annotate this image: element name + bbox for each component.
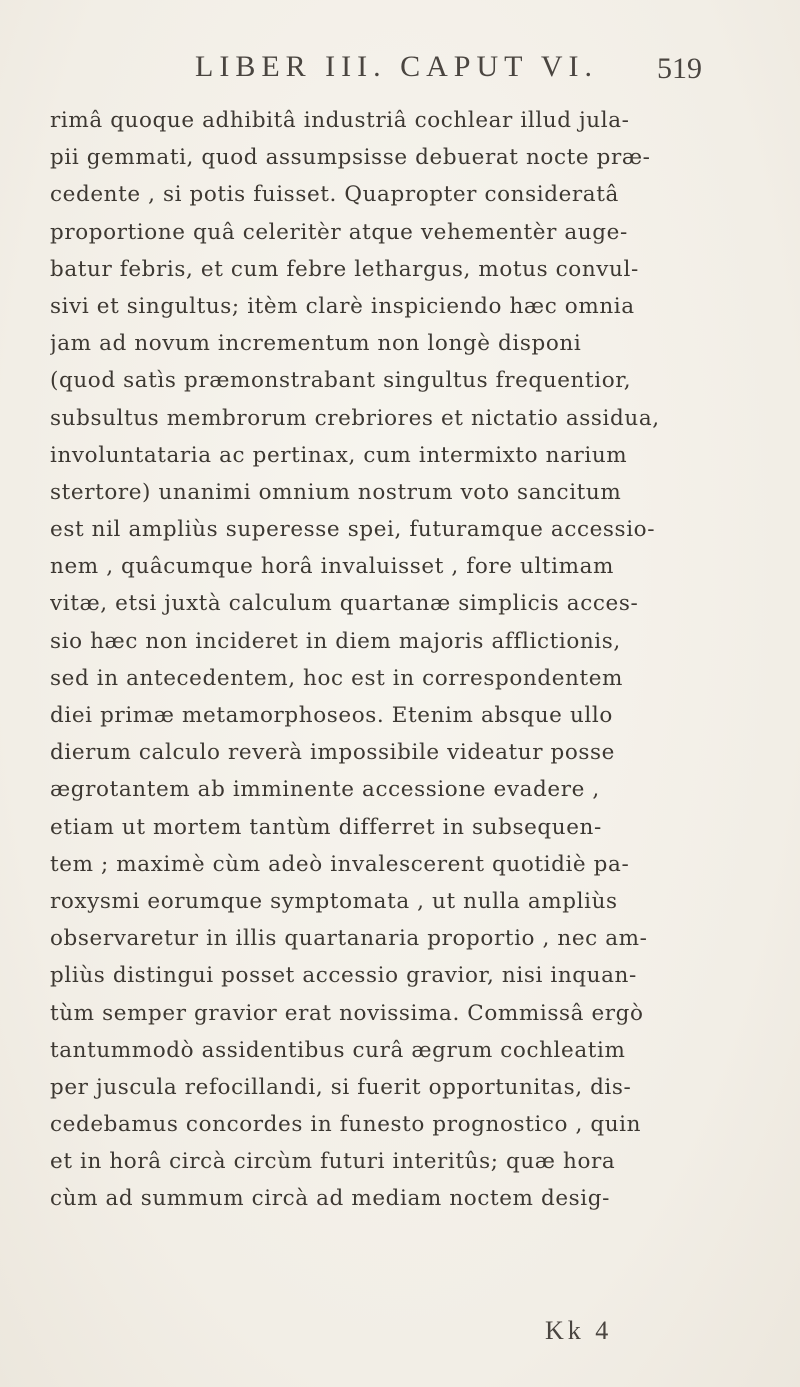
text-line: rimâ quoque adhibitâ industriâ cochlear illud jula-: [50, 108, 630, 133]
text-line: cedente , si potis fuisset. Quapropter consideratâ: [50, 182, 619, 208]
text-line: pliùs distingui posset accessio gravior, nisi inquan-: [50, 963, 637, 989]
text-line: subsultus membrorum crebriores et nictatio assidua,: [50, 405, 660, 431]
text-line: dierum calculo reverà impossibile videatur posse: [50, 740, 615, 766]
text-line: etiam ut mortem tantùm differret in subsequen-: [50, 814, 602, 840]
text-line: nem , quâcumque horâ invaluisset , fore ultimam: [50, 554, 615, 580]
body-text: [50, 102, 770, 1218]
text-line: pii gemmati, quod assumpsisse debuerat nocte præ-: [50, 145, 651, 171]
text-line: tantummodò assidentibus curâ ægrum cochleatim: [50, 1037, 626, 1063]
text-line: ægrotantem ab imminente accessione evadere ,: [50, 777, 600, 803]
text-line: proportione quâ celeritèr atque vehementèr auge-: [50, 219, 628, 245]
text-line: involuntataria ac pertinax, cum intermixto narium: [50, 442, 628, 468]
text-line: observaretur in illis quartanaria proportio , nec am-: [50, 926, 648, 952]
text-line: est nil ampliùs superesse spei, futuramque accessio-: [50, 517, 656, 543]
text-line: tem ; maximè cùm adeò invalescerent quotidiè pa-: [50, 851, 630, 877]
text-line: diei primæ metamorphoseos. Etenim absque ullo: [50, 703, 613, 728]
text-line: sivi et singultus; itèm clarè inspiciendo hæc omnia: [50, 293, 635, 319]
signature-mark: Kk 4: [545, 1316, 613, 1345]
text-line: roxysmi eorumque symptomata , ut nulla ampliùs: [50, 888, 618, 914]
text-line: tùm semper gravior erat novissima. Commissâ ergò: [50, 1000, 644, 1026]
text-line: batur febris, et cum febre lethargus, motus convul-: [50, 256, 639, 282]
text-line: cedebamus concordes in funesto prognostico , quin: [50, 1112, 642, 1138]
text-line: sed in antecedentem, hoc est in correspondentem: [50, 665, 624, 691]
page-header: [0, 50, 800, 94]
text-line: stertore) unanimi omnium nostrum voto sancitum: [50, 479, 622, 505]
text-line: jam ad novum incrementum non longè disponi: [50, 331, 582, 357]
text-line: et in horâ circà circùm futuri interitûs; quæ hora: [50, 1149, 616, 1175]
text-line: vitæ, etsi juxtà calculum quartanæ simplicis acces-: [50, 591, 639, 617]
page-number: 519: [657, 52, 702, 85]
text-line: (quod satìs præmonstrabant singultus frequentior,: [50, 368, 632, 394]
text-line: cùm ad summum circà ad mediam noctem desig-: [50, 1186, 610, 1212]
text-line: per juscula refocillandi, si fuerit opportunitas, dis-: [50, 1074, 632, 1100]
running-head: LIBER III. CAPUT VI.: [195, 50, 599, 83]
text-line: sio hæc non incideret in diem majoris afflictionis,: [50, 628, 621, 654]
